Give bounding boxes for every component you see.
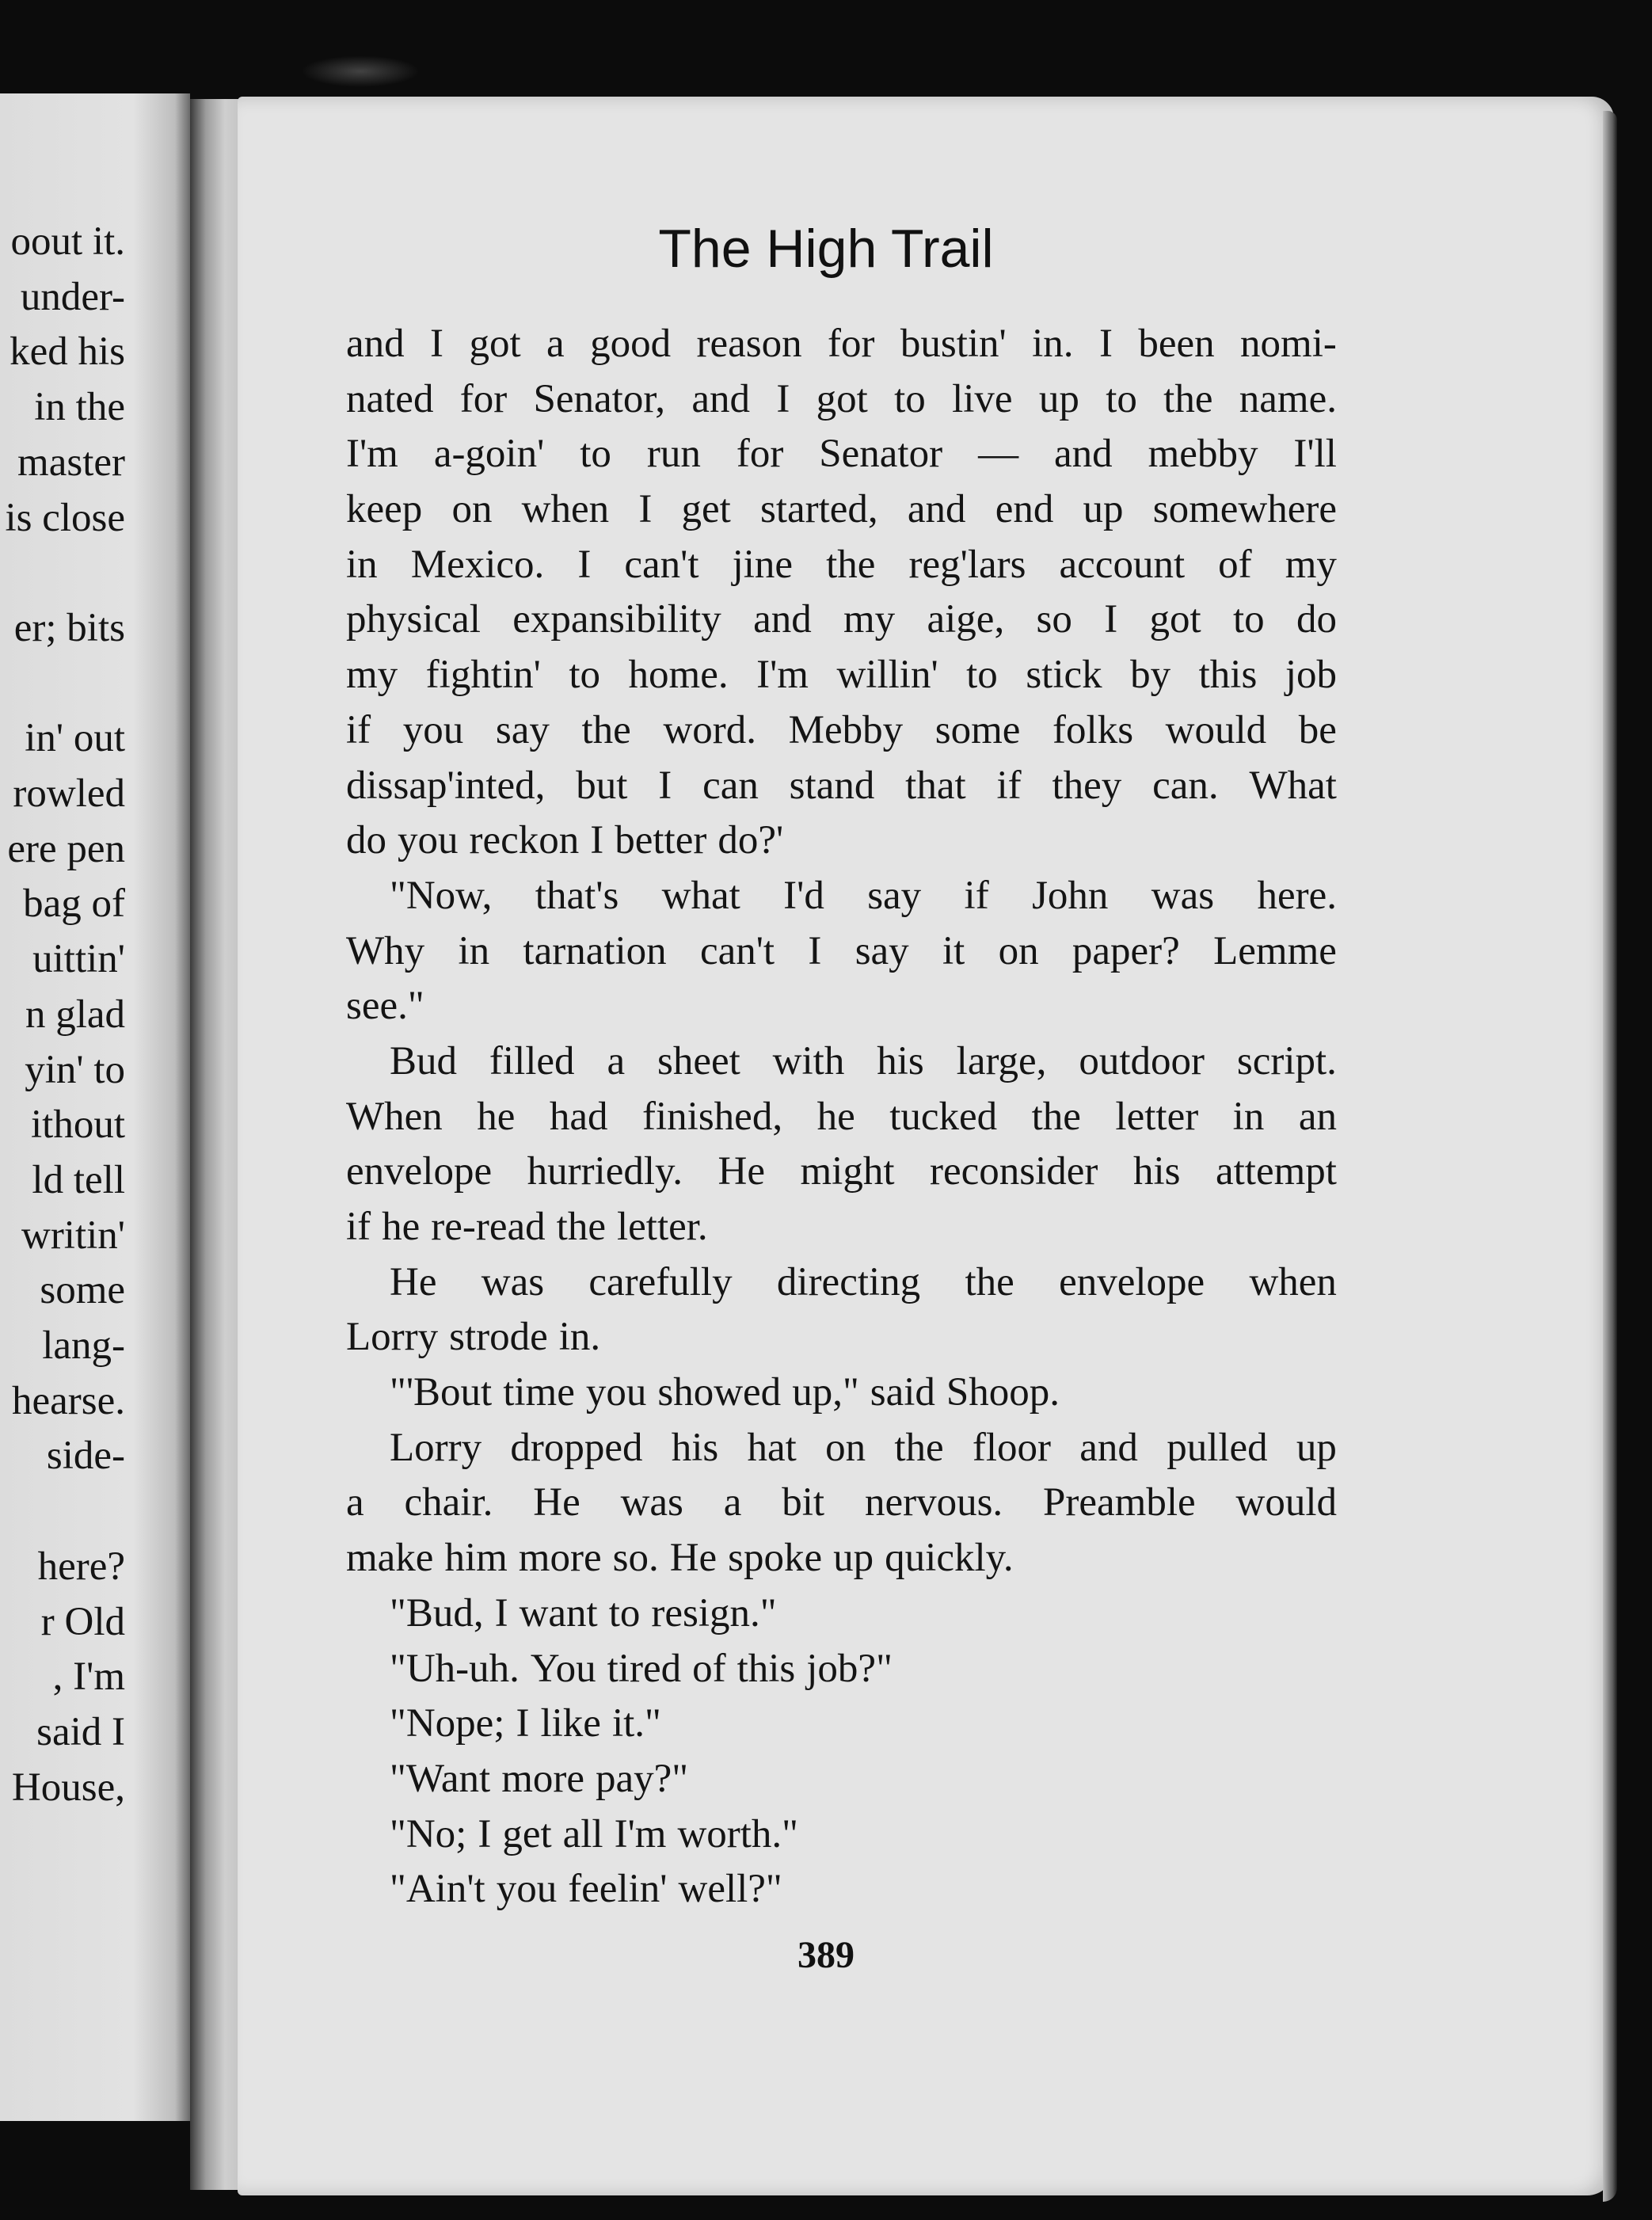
text-line: When he had finished, he tucked the letter in an	[346, 1094, 1337, 1139]
left-page-line: ked his	[10, 329, 125, 375]
text-line: Lorry dropped his hat on the floor and pulled up	[390, 1425, 1337, 1470]
left-page-line: is close	[5, 495, 125, 540]
left-page-line: er; bits	[13, 605, 125, 650]
text-line: Why in tarnation can't I say it on paper? Lemme	[346, 928, 1337, 973]
text-line: do you reckon I better do?'	[346, 818, 784, 863]
text-line: a chair. He was a bit nervous. Preamble would	[346, 1480, 1337, 1525]
left-page-line: writin'	[21, 1213, 125, 1258]
text-line: "Uh-uh. You tired of this job?"	[390, 1646, 893, 1691]
running-head: The High Trail	[658, 219, 994, 279]
left-page-line: House,	[11, 1765, 125, 1810]
left-page-line: n glad	[25, 992, 125, 1037]
text-line: make him more so. He spoke up quickly.	[346, 1536, 1014, 1581]
text-line: "'Bout time you showed up," said Shoop.	[390, 1370, 1060, 1415]
left-page-line: in the	[34, 385, 125, 430]
left-page-line: lang-	[42, 1323, 125, 1368]
text-line: if you say the word. Mebby some folks would be	[346, 707, 1337, 752]
left-page-line: some	[40, 1268, 125, 1313]
text-line: if he re-read the letter.	[346, 1205, 708, 1249]
left-page-line: side-	[46, 1434, 125, 1479]
text-line: keep on when I get started, and end up somewhere	[346, 487, 1337, 532]
text-line: "No; I get all I'm worth."	[390, 1811, 799, 1856]
left-page-line: hearse.	[12, 1378, 125, 1423]
left-page-line: rowled	[13, 771, 125, 816]
text-line: see."	[346, 984, 424, 1029]
text-line: "Nope; I like it."	[390, 1701, 661, 1746]
left-page-line: yin' to	[25, 1047, 125, 1092]
text-line: He was carefully directing the envelope when	[390, 1259, 1337, 1304]
text-line: and I got a good reason for bustin' in. I been nomi-	[346, 322, 1337, 366]
left-page-line: , I'm	[52, 1655, 125, 1700]
text-line: "Ain't you feelin' well?"	[390, 1867, 782, 1912]
body-text	[346, 317, 1337, 1917]
left-page-line: ithout	[30, 1102, 125, 1148]
text-line: dissap'inted, but I can stand that if they can. What	[346, 763, 1337, 808]
left-page-line: said I	[36, 1709, 125, 1754]
text-line: nated for Senator, and I got to live up to the name.	[346, 376, 1337, 421]
left-page-line: oout it.	[10, 219, 125, 264]
left-page-line: ld tell	[32, 1157, 125, 1202]
scan-smudge	[301, 55, 420, 87]
left-page	[0, 93, 190, 2121]
text-line: my fightin' to home. I'm willin' to stick by this job	[346, 653, 1337, 698]
text-line: physical expansibility and my aige, so I got to do	[346, 597, 1337, 642]
left-page-line: bag of	[23, 882, 125, 927]
text-line: I'm a-goin' to run for Senator — and mebby I'll	[346, 432, 1337, 477]
left-page-line: under-	[20, 274, 125, 319]
text-line: "Now, that's what I'd say if John was here.	[390, 873, 1337, 918]
page-number: 389	[797, 1934, 855, 1976]
page-edge	[1603, 111, 1617, 2202]
text-line: Lorry strode in.	[346, 1315, 601, 1360]
text-line: envelope hurriedly. He might reconsider his attempt	[346, 1149, 1337, 1194]
text-line: "Bud, I want to resign."	[390, 1590, 777, 1635]
left-page-line: in' out	[25, 716, 125, 761]
left-page-line: here?	[37, 1544, 125, 1589]
left-page-line: master	[17, 440, 125, 485]
left-page-line: uittin'	[32, 937, 125, 982]
text-line: "Want more pay?"	[390, 1756, 689, 1801]
left-page-line: r Old	[40, 1599, 125, 1644]
text-line: in Mexico. I can't jine the reg'lars account of my	[346, 542, 1337, 587]
left-page-line: ere pen	[7, 826, 125, 871]
text-line: Bud filled a sheet with his large, outdoor script.	[390, 1038, 1337, 1083]
